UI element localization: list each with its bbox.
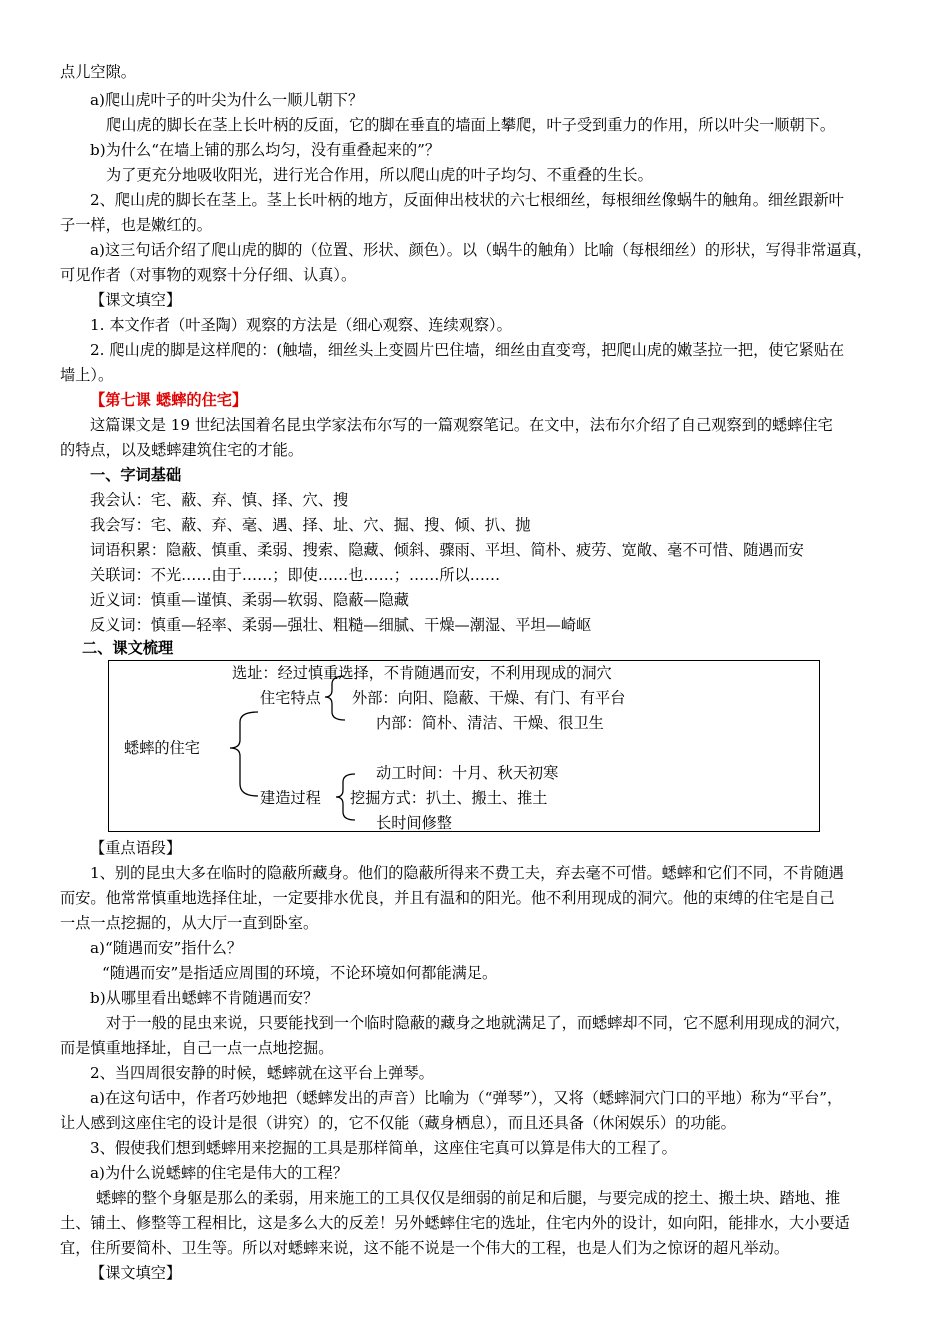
answer-line: 为了更充分地吸收阳光，进行光合作用，所以爬山虎的叶子均匀、不重叠的生长。 <box>106 166 653 184</box>
text-line: 1. 本文作者（叶圣陶）观察的方法是（细心观察、连续观察）。 <box>90 316 512 334</box>
question-line: b)从哪里看出蟋蟀不肯随遇而安？ <box>90 989 319 1007</box>
diagram-outside: 外部：向阳、隐蔽、干燥、有门、有平台 <box>352 689 626 707</box>
diagram-start: 动工时间：十月、秋天初寒 <box>376 764 559 782</box>
text-line: 而是慎重地择址，自己一点一点地挖掘。 <box>60 1039 334 1057</box>
diagram-site: 选址：经过慎重选择，不肯随遇而安，不利用现成的洞穴 <box>232 664 612 682</box>
root-brace <box>230 712 258 796</box>
section-heading: 【课文填空】 <box>90 291 182 309</box>
question-line: a)爬山虎叶子的叶尖为什么一顺儿朝下？ <box>90 91 364 109</box>
text-line: 而安。他常常慎重地选择住址，一定要排水优良，并且有温和的阳光。他不利用现成的洞穴。他的束缚的住宅是自己 <box>60 889 835 907</box>
text-line: 墙上）。 <box>60 366 114 384</box>
answer-line: 爬山虎的脚长在茎上长叶柄的反面，它的脚在垂直的墙面上攀爬，叶子受到重力的作用，所以叶尖一顺朝下。 <box>106 116 835 134</box>
text-line: 2、当四周很安静的时候，蟋蟀就在这平台上弹琴。 <box>90 1064 434 1082</box>
diagram-finish: 长时间修整 <box>376 814 452 832</box>
text-line: 子一样，也是嫩红的。 <box>60 216 212 234</box>
diagram-inside: 内部：简朴、清洁、干燥、很卫生 <box>376 714 604 732</box>
text-line: 2. 爬山虎的脚是这样爬的：(触墙，细丝头上变圆片巴住墙，细丝由直变弯，把爬山虎的嫩茎拉一把，使它紧贴在 <box>90 341 845 359</box>
section-heading: 【重点语段】 <box>90 839 182 857</box>
answer-line: 土、铺土、修整等工程相比，这是多么大的反差！另外蟋蟀住宅的选址，住宅内外的设计，如向阳，能排水，大小要适 <box>60 1214 850 1232</box>
text-line: 的特点，以及蟋蟀建筑住宅的才能。 <box>60 441 303 459</box>
text-line: 我会认：宅、蔽、弃、慎、择、穴、搜 <box>90 491 349 509</box>
answer-line: 对于一般的昆虫来说，只要能找到一个临时隐蔽的藏身之地就满足了，而蟋蟀却不同，它不愿利用现成的洞穴， <box>106 1014 851 1032</box>
section-heading: 【课文填空】 <box>90 1264 182 1282</box>
text-line: 反义词：慎重—轻率、柔弱—强壮、粗糙—细腻、干燥—潮湿、平坦—崎岖 <box>90 616 592 634</box>
text-line: a)这三句话介绍了爬山虎的脚的（位置、形状、颜色）。以（蜗牛的触角）比喻（每根细丝）的形状，写得非常逼真， <box>90 241 872 259</box>
question-line: b)为什么“在墙上铺的那么均匀，没有重叠起来的”？ <box>90 141 441 159</box>
text-line: 可见作者（对事物的观察十分仔细、认真）。 <box>60 266 357 284</box>
text-line: 我会写：宅、蔽、弃、毫、遇、择、址、穴、掘、搜、倾、扒、抛 <box>90 516 531 534</box>
diagram-process: 建造过程 <box>260 789 321 807</box>
section-heading: 二、课文梳理 <box>82 639 174 657</box>
text-line: 让人感到这座住宅的设计是很（讲究）的，它不仅能（藏身栖息），而且还具备（休闲娱乐）的功能。 <box>60 1114 736 1132</box>
text-line: 词语积累：隐蔽、慎重、柔弱、搜索、隐藏、倾斜、骤雨、平坦、简朴、疲劳、宽敞、毫不可惜、随遇而安 <box>90 541 804 559</box>
text-line: 这篇课文是 19 世纪法国着名昆虫学家法布尔写的一篇观察笔记。在文中，法布尔介绍了自己观察到的蟋蟀住宅 <box>90 416 833 434</box>
question-line: a)“随遇而安”指什么？ <box>90 939 243 957</box>
diagram-root: 蟋蟀的住宅 <box>124 739 200 757</box>
answer-line: 宜，住所要简朴、卫生等。所以对蟋蟀来说，这不能不说是一个伟大的工程，也是人们为之惊讶的超凡举动。 <box>60 1239 789 1257</box>
answer-line: “随遇而安”是指适应周围的环境，不论环境如何都能满足。 <box>102 964 498 982</box>
text-line: 一点一点挖掘的，从大厅一直到卧室。 <box>60 914 319 932</box>
text-line: 关联词：不光……由于……；即使……也……；……所以…… <box>90 566 501 584</box>
text-line: 近义词：慎重—谨慎、柔弱—软弱、隐蔽—隐藏 <box>90 591 409 609</box>
text-line: a)在这句话中，作者巧妙地把（蟋蟀发出的声音）比喻为（“弹琴”），又将（蟋蟀洞穴门口的平地）称为“平台”， <box>90 1089 843 1107</box>
answer-line: 蟋蟀的整个身躯是那么的柔弱，用来施工的工具仅仅是细弱的前足和后腿，与要完成的挖土、搬土块、踏地、推 <box>96 1189 841 1207</box>
text-line: 2、爬山虎的脚长在茎上。茎上长叶柄的地方，反面伸出枝状的六七根细丝，每根细丝像蜗牛的触角。细丝跟新叶 <box>90 191 844 209</box>
lesson-title: 【第七课 蟋蟀的住宅】 <box>90 391 248 409</box>
text-line: 3、假使我们想到蟋蟀用来挖掘的工具是那样简单，这座住宅真可以算是伟大的工程了。 <box>90 1139 677 1157</box>
text-line: 1、别的昆虫大多在临时的隐蔽所藏身。他们的隐蔽所得来不费工夫，弃去毫不可惜。蟋蟀和它们不同，不肯随遇 <box>90 864 844 882</box>
diagram-features: 住宅特点 <box>260 689 321 707</box>
text-line: 点儿空隙。 <box>60 63 136 81</box>
question-line: a)为什么说蟋蟀的住宅是伟大的工程？ <box>90 1164 348 1182</box>
diagram-dig: 挖掘方式：扒土、搬土、推土 <box>350 789 548 807</box>
section-heading: 一、字词基础 <box>90 466 182 484</box>
